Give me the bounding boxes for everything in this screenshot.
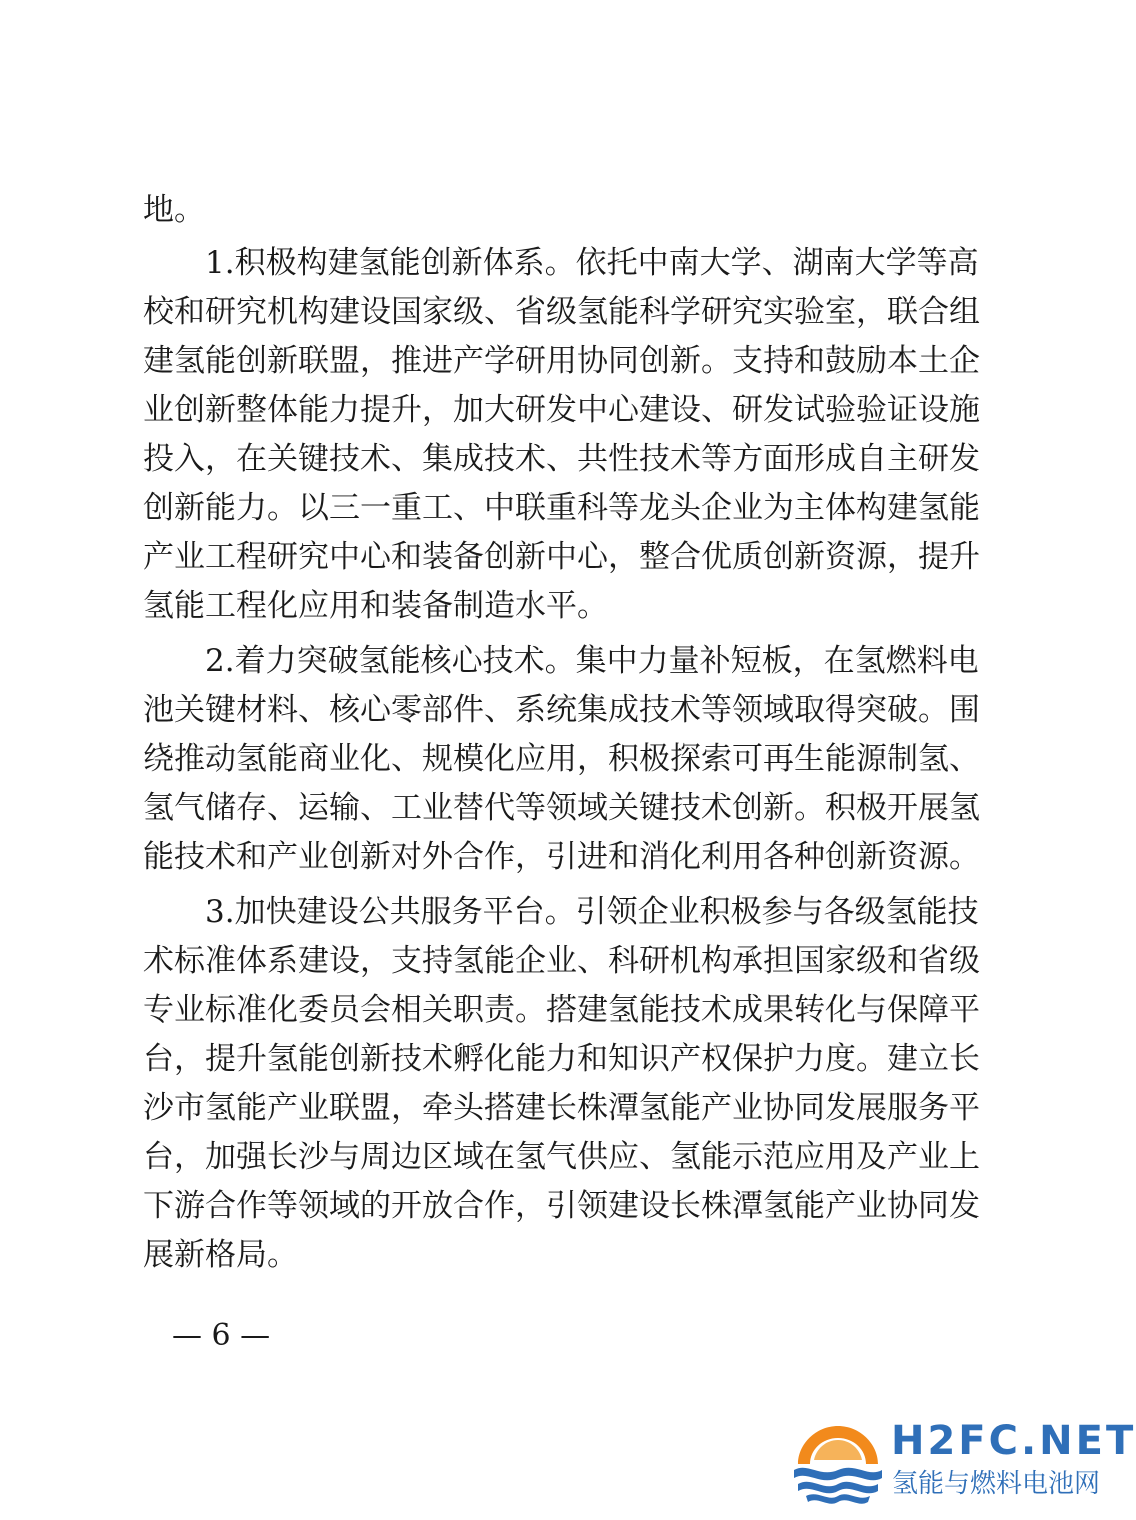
text-line: 投入，在关键技术、集成技术、共性技术等方面形成自主研发 [143, 441, 980, 477]
text-line: 建氢能创新联盟，推进产学研用协同创新。支持和鼓励本土企 [143, 343, 980, 379]
text-line: 创新能力。以三一重工、中联重科等龙头企业为主体构建氢能 [143, 490, 980, 526]
text-line: 池关键材料、核心零部件、系统集成技术等领域取得突破。围 [143, 692, 980, 728]
page-number: — 6 — [172, 1318, 271, 1353]
text-line: 台，加强长沙与周边区域在氢气供应、氢能示范应用及产业上 [143, 1139, 980, 1175]
h2fc-logo-icon [788, 1416, 888, 1508]
watermark-subtitle: 氢能与燃料电池网 [892, 1469, 1101, 1499]
text-line: 氢气储存、运输、工业替代等领域关键技术创新。积极开展氢 [143, 790, 980, 826]
text-line: 术标准体系建设，支持氢能企业、科研机构承担国家级和省级 [143, 943, 980, 979]
section-heading-line: 3.加快建设公共服务平台。引领企业积极参与各级氢能技 [205, 894, 979, 930]
text-line: 展新格局。 [143, 1237, 298, 1273]
text-line: 沙市氢能产业联盟，牵头搭建长株潭氢能产业协同发展服务平 [143, 1090, 980, 1126]
section-heading-line: 2.着力突破氢能核心技术。集中力量补短板，在氢燃料电 [205, 643, 979, 679]
text-line: 台，提升氢能创新技术孵化能力和知识产权保护力度。建立长 [143, 1041, 980, 1077]
section-heading-line: 1.积极构建氢能创新体系。依托中南大学、湖南大学等高 [205, 245, 979, 281]
watermark [788, 1412, 1136, 1512]
text-line: 产业工程研究中心和装备创新中心，整合优质创新资源，提升 [143, 539, 980, 575]
text-line: 绕推动氢能商业化、规模化应用，积极探索可再生能源制氢、 [143, 741, 980, 777]
text-line: 业创新整体能力提升，加大研发中心建设、研发试验验证设施 [143, 392, 980, 428]
watermark-title: H2FC.NET [891, 1418, 1136, 1464]
text-line: 专业标准化委员会相关职责。搭建氢能技术成果转化与保障平 [143, 992, 980, 1028]
text-line: 地。 [143, 192, 205, 228]
text-line: 校和研究机构建设国家级、省级氢能科学研究实验室，联合组 [143, 294, 980, 330]
text-line: 下游合作等领域的开放合作，引领建设长株潭氢能产业协同发 [143, 1188, 980, 1224]
text-line: 氢能工程化应用和装备制造水平。 [143, 588, 608, 624]
text-line: 能技术和产业创新对外合作，引进和消化利用各种创新资源。 [143, 839, 980, 875]
